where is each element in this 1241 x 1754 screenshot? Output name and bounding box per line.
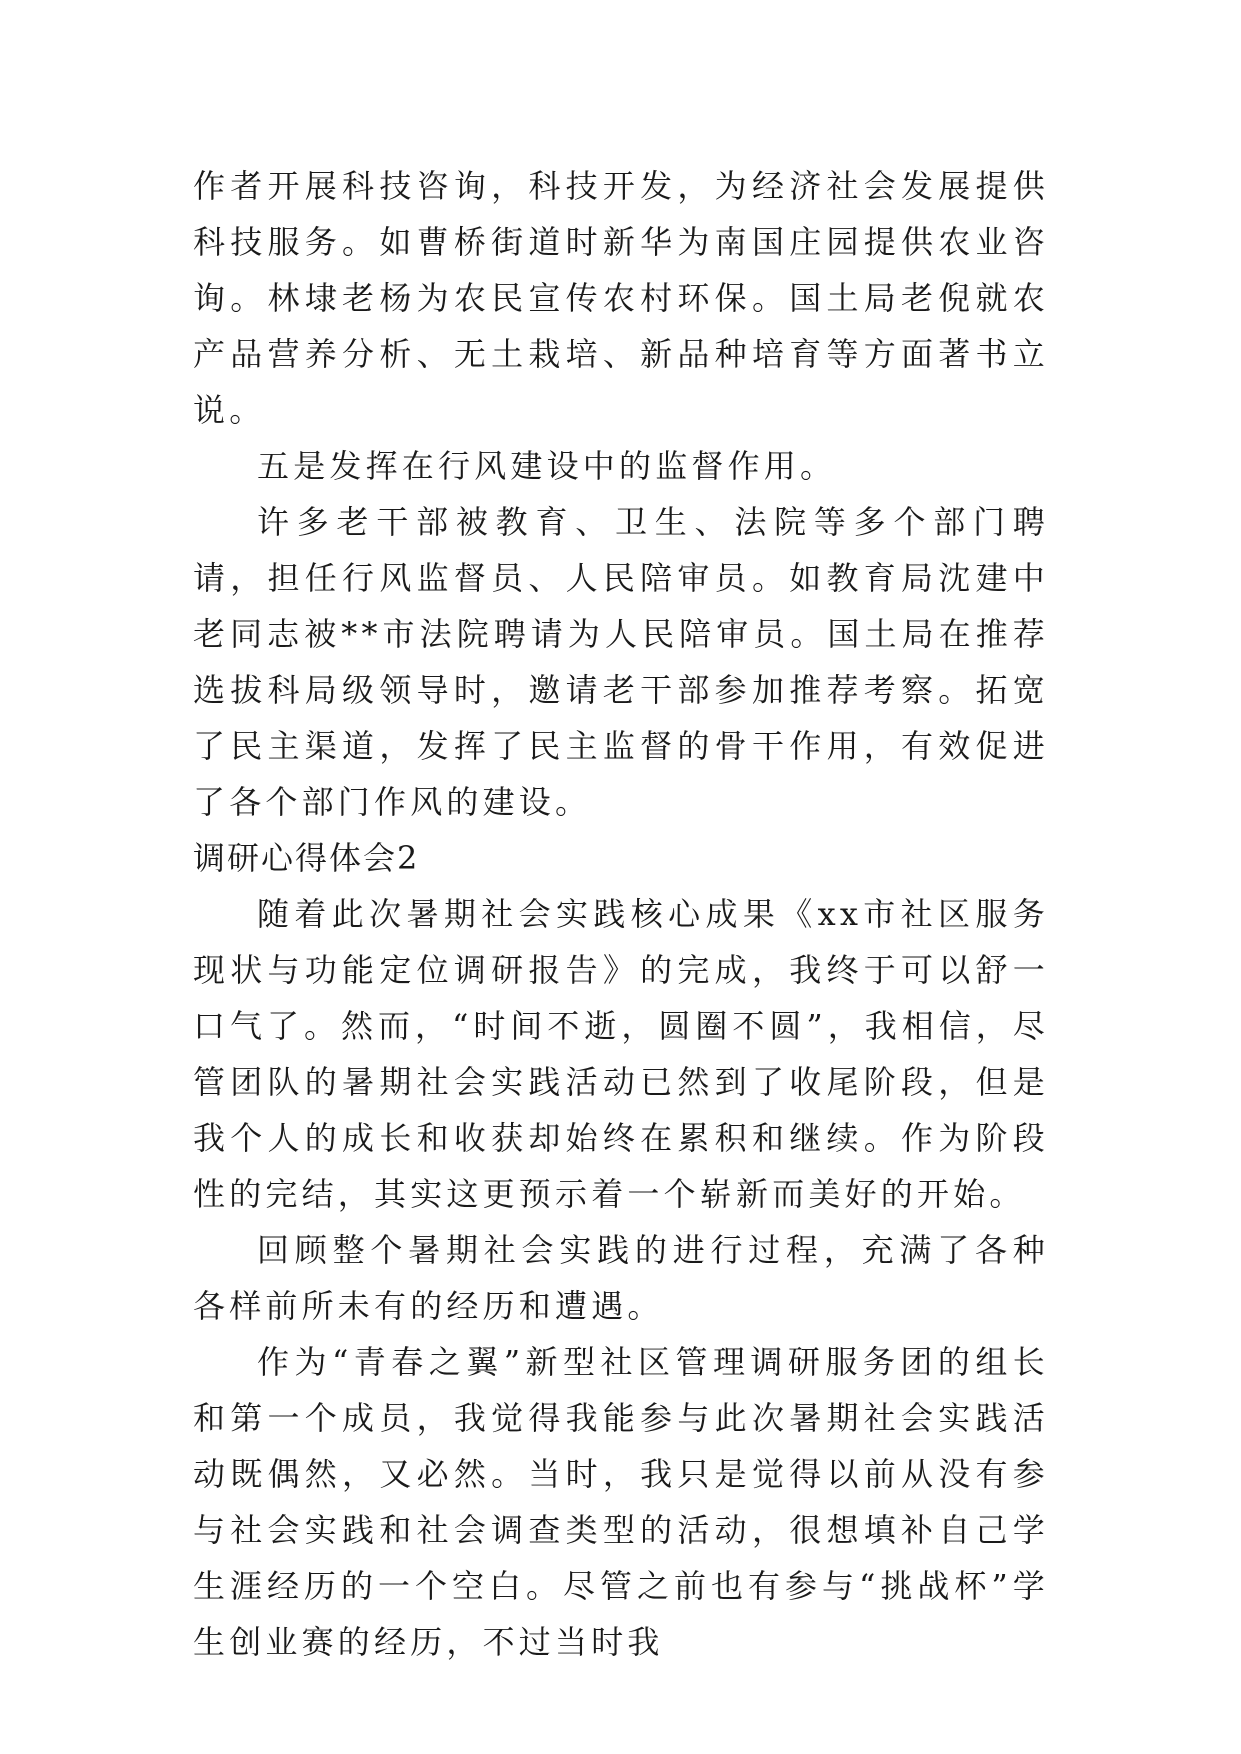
section-heading: 调研心得体会2 [193, 839, 420, 877]
paragraph-continuation: 作者开展科技咨询，科技开发，为经济社会发展提供科技服务。如曹桥街道时新华为南国庄园提供农业咨询。林埭老杨为农民宣传农村环保。国土局老倪就农产品营养分析、无土栽培、新品种培育等方面著书立说。 [193, 167, 1049, 429]
paragraph-supervision: 许多老干部被教育、卫生、法院等多个部门聘请，担任行风监督员、人民陪审员。如教育局沈建中老同志被**市法院聘请为人民陪审员。国土局在推荐选拔科局级领导时，邀请老干部参加推荐考察。拓宽了民主渠道，发挥了民主监督的骨干作用，有效促进了各个部门作风的建设。 [193, 503, 1049, 821]
document-body [193, 158, 1049, 1670]
paragraph-team-leader: 作为“青春之翼”新型社区管理调研服务团的组长和第一个成员，我觉得我能参与此次暑期社会实践活动既偶然，又必然。当时，我只是觉得以前从没有参与社会实践和社会调查类型的活动，很想填补自己学生涯经历的一个空白。尽管之前也有参与“挑战杯”学生创业赛的经历，不过当时我 [193, 1343, 1049, 1661]
paragraph-section-five: 五是发挥在行风建设中的监督作用。 [257, 447, 837, 485]
paragraph-report-intro: 随着此次暑期社会实践核心成果《xx市社区服务现状与功能定位调研报告》的完成，我终于可以舒一口气了。然而，“时间不逝，圆圈不圆”，我相信，尽管团队的暑期社会实践活动已然到了收尾阶段，但是我个人的成长和收获却始终在累积和继续。作为阶段性的完结，其实这更预示着一个崭新而美好的开始。 [193, 895, 1049, 1213]
paragraph-review: 回顾整个暑期社会实践的进行过程，充满了各种各样前所未有的经历和遭遇。 [193, 1231, 1049, 1325]
